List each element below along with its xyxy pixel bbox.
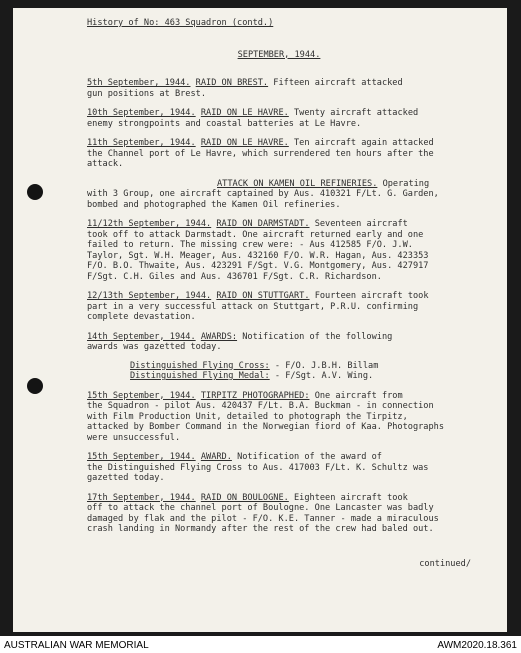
entry-title: AWARD. bbox=[200, 452, 232, 462]
footer-bar bbox=[0, 636, 521, 653]
entry-date: 15th September, 1944. bbox=[87, 452, 196, 462]
entry-text-line: F/Sgt. C.H. Giles and Aus. 436701 F/Sgt. C.R. Richardson. bbox=[87, 271, 382, 282]
entry-text-line: off to attack the channel port of Boulogne. One Lancaster was badly bbox=[87, 503, 434, 513]
month-heading: SEPTEMBER, 1944. bbox=[237, 49, 321, 60]
entry-title: TIRPITZ PHOTOGRAPHED: bbox=[200, 390, 310, 401]
entry-text-line: with 3 Group, one aircraft captained by Aus. 410321 F/Lt. G. Garden, bbox=[87, 189, 439, 199]
entry-title: RAID ON BREST. bbox=[195, 78, 269, 88]
punch-hole-bottom bbox=[27, 378, 43, 394]
diary-entry bbox=[87, 391, 471, 444]
entry-text: Notification of the award of bbox=[237, 452, 382, 462]
entry-date: 11/12th September, 1944. bbox=[87, 219, 212, 229]
entry-text-line: complete devastation. bbox=[87, 312, 196, 322]
entries-list bbox=[87, 78, 471, 353]
entry-text: One aircraft from bbox=[314, 390, 403, 401]
punch-hole-top bbox=[27, 184, 43, 200]
entry-text-line: attack. bbox=[87, 159, 124, 169]
award-label: Distinguished Flying Medal: bbox=[130, 371, 270, 381]
award-value: - F/Sgt. A.V. Wing. bbox=[274, 371, 374, 381]
entry-text: Fourteen aircraft took bbox=[314, 291, 429, 301]
entry-text-line: were unsuccessful. bbox=[87, 432, 181, 443]
entry-text-line: enemy strongpoints and coastal batteries at Le Havre. bbox=[87, 118, 362, 129]
entry-text-line: crash landing in Normandy after the rest of the crew had baled out. bbox=[87, 524, 434, 534]
entry-text-line: awards was gazetted today. bbox=[87, 342, 222, 352]
entry-text-line: attacked by Bomber Command in the Norwegian fiord of Kaa. Photographs bbox=[87, 422, 444, 432]
entry-text-line: with Film Production Unit, detailed to photograph the Tirpitz, bbox=[87, 411, 408, 422]
diary-entry bbox=[87, 493, 471, 535]
diary-entry bbox=[87, 291, 471, 323]
footer-left: AUSTRALIAN WAR MEMORIAL bbox=[4, 640, 149, 651]
award-label: Distinguished Flying Cross: bbox=[130, 360, 270, 371]
entry-text: Operating bbox=[382, 178, 430, 189]
diary-entry bbox=[87, 452, 471, 484]
diary-entry bbox=[87, 108, 471, 129]
awards-list bbox=[87, 361, 471, 382]
entry-text-line: damaged by flak and the pilot - F/O. K.E. Tanner - made a miraculous bbox=[87, 513, 439, 524]
entry-text-line: part in a very successful attack on Stuttgart, P.R.U. confirming bbox=[87, 301, 419, 312]
entry-date: 14th September, 1944. bbox=[87, 331, 196, 342]
entry-text-line: failed to return. The missing crew were: - Aus 412585 F/O. J.W. bbox=[87, 240, 413, 250]
entry-text-line: the Distinguished Flying Cross to Aus. 417003 F/Lt. K. Schultz was bbox=[87, 462, 429, 473]
entry-date: 10th September, 1944. bbox=[87, 108, 196, 118]
entry-title: RAID ON DARMSTADT. bbox=[216, 219, 310, 229]
entry-text: Fifteen aircraft attacked bbox=[273, 78, 403, 88]
diary-entry bbox=[87, 179, 471, 211]
entry-date: 15th September, 1944. bbox=[87, 390, 196, 401]
page-header: History of No: 463 Squadron (contd.) bbox=[87, 18, 274, 28]
award-value: - F/O. J.B.H. Billam bbox=[274, 360, 379, 371]
diary-entry bbox=[87, 138, 471, 170]
continued-note: continued/ bbox=[419, 558, 471, 569]
entry-text-line: the Channel port of Le Havre, which surrendered ten hours after the bbox=[87, 148, 434, 159]
entries-list-2 bbox=[87, 391, 471, 535]
entry-text-line: Taylor, Sgt. W.H. Meager, Aus. 432160 F/O. W.R. Hagan, Aus. 423353 bbox=[87, 250, 429, 261]
entry-title: AWARDS: bbox=[200, 331, 238, 342]
entry-text: Notification of the following bbox=[242, 331, 393, 342]
entry-text-line: gun positions at Brest. bbox=[87, 88, 206, 99]
entry-date: 5th September, 1944. bbox=[87, 78, 191, 88]
entry-date: 11th September, 1944. bbox=[87, 138, 196, 148]
document-text bbox=[87, 18, 471, 569]
diary-entry bbox=[87, 78, 471, 99]
footer-right: AWM2020.18.361 bbox=[437, 640, 517, 651]
entry-text: Twenty aircraft attacked bbox=[294, 108, 419, 118]
entry-title: RAID ON LE HAVRE. bbox=[200, 138, 289, 148]
entry-title: RAID ON STUTTGART. bbox=[216, 291, 310, 301]
entry-text-line: the Squadron - pilot Aus. 420437 F/Lt. B.A. Buckman - in connection bbox=[87, 401, 434, 411]
entry-date: 17th September, 1944. bbox=[87, 492, 196, 503]
award-line bbox=[87, 361, 471, 372]
diary-entry bbox=[87, 332, 471, 353]
entry-text-line: gazetted today. bbox=[87, 473, 165, 483]
entry-text-line: took off to attack Darmstadt. One aircraft returned early and one bbox=[87, 229, 424, 240]
award-line bbox=[87, 371, 471, 382]
entry-title: ATTACK ON KAMEN OIL REFINERIES. bbox=[217, 178, 378, 189]
entry-date: 12/13th September, 1944. bbox=[87, 291, 212, 301]
entry-title: RAID ON BOULOGNE. bbox=[200, 492, 289, 503]
entry-text: Eighteen aircraft took bbox=[294, 492, 408, 503]
diary-entry bbox=[87, 219, 471, 282]
entry-title: RAID ON LE HAVRE. bbox=[200, 108, 289, 118]
entry-text: Ten aircraft again attacked bbox=[294, 138, 434, 148]
entry-text: Seventeen aircraft bbox=[314, 219, 408, 229]
entry-text-line: bombed and photographed the Kamen Oil refineries. bbox=[87, 199, 341, 210]
entry-text-line: F/O. B.O. Thwaite, Aus. 423291 F/Sgt. V.G. Montgomery, Aus. 427917 bbox=[87, 261, 429, 271]
